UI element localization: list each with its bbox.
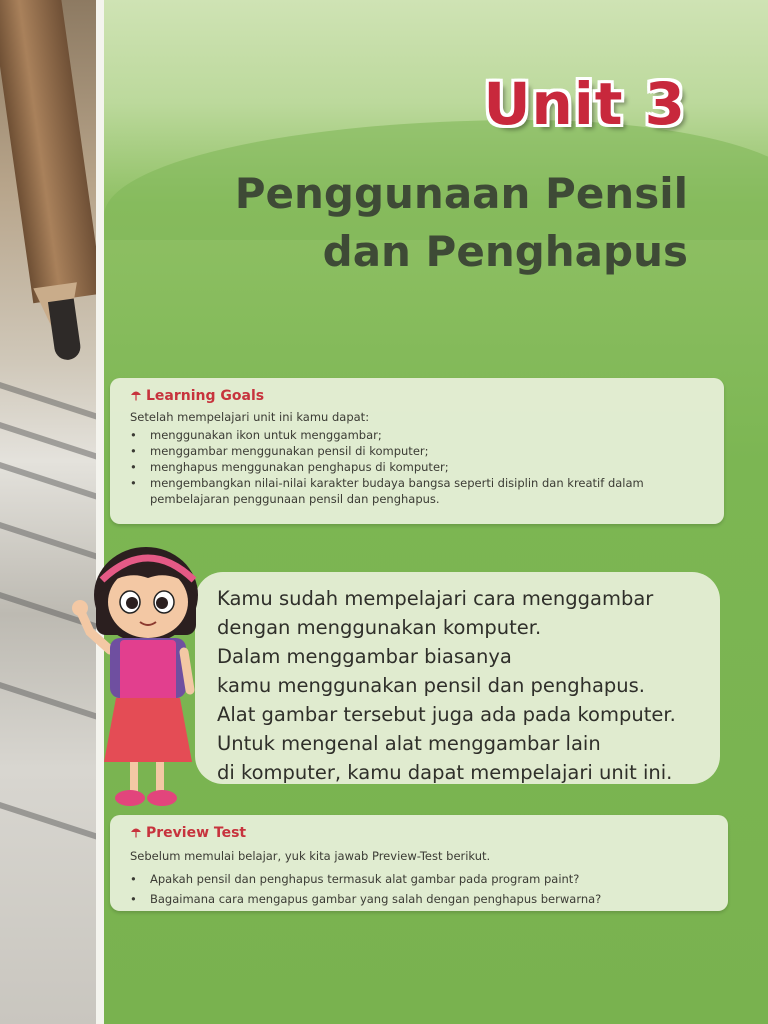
list-item-text: menghapus menggunakan penghapus di komputer; <box>150 460 449 474</box>
list-item: • menghapus menggunakan penghapus di komputer; <box>130 460 449 474</box>
learning-goals-intro: Setelah mempelajari unit ini kamu dapat: <box>130 410 370 424</box>
list-item: • Bagaimana cara mengapus gambar yang salah dengan penghapus berwarna? <box>130 892 602 906</box>
umbrella-icon <box>130 389 142 401</box>
chapter-title <box>235 165 688 281</box>
learning-goals-title: Learning Goals <box>146 388 265 404</box>
speech-line: di komputer, kamu dapat mempelajari unit ini. <box>217 761 673 784</box>
speech-text <box>217 584 676 787</box>
chapter-title-line2: dan Penghapus <box>322 227 688 276</box>
umbrella-icon <box>130 826 142 838</box>
strip-edge <box>96 0 104 1024</box>
pencil-body <box>0 0 100 303</box>
paper-line <box>0 380 100 426</box>
preview-test-intro: Sebelum memulai belajar, yuk kita jawab Preview-Test berikut. <box>130 849 491 863</box>
speech-line: Untuk mengenal alat menggambar lain <box>217 732 601 755</box>
paper-line <box>0 420 100 466</box>
pencil-photo <box>0 0 100 1024</box>
speech-line: dengan menggunakan komputer. <box>217 616 542 639</box>
speech-line: Alat gambar tersebut juga ada pada komputer. <box>217 703 676 726</box>
list-item-text: Bagaimana cara mengapus gambar yang salah dengan penghapus berwarna? <box>150 892 602 906</box>
learning-goals-heading <box>130 388 264 404</box>
preview-test-title: Preview Test <box>146 825 247 841</box>
speech-line: Dalam menggambar biasanya <box>217 645 512 668</box>
paper-line <box>0 460 100 506</box>
learning-goals-list <box>130 427 650 507</box>
unit-label: Unit 3 <box>483 70 686 138</box>
list-item-text: menggambar menggunakan pensil di komputer; <box>150 444 429 458</box>
list-item: • mengembangkan nilai-nilai karakter budaya bangsa seperti disiplin dan kreatif dalam pembelajaran penggunaan pensil dan penghapus. <box>130 476 644 506</box>
list-item-text: Apakah pensil dan penghapus termasuk alat gambar pada program paint? <box>150 872 580 886</box>
preview-test-heading <box>130 825 246 841</box>
learning-goals-box <box>110 378 724 524</box>
list-item: • menggambar menggunakan pensil di komputer; <box>130 444 429 458</box>
chapter-title-line1: Penggunaan Pensil <box>234 169 688 218</box>
speech-bubble <box>195 572 720 784</box>
list-item: • Apakah pensil dan penghapus termasuk alat gambar pada program paint? <box>130 872 580 886</box>
girl-illustration <box>68 540 208 810</box>
list-item-text: mengembangkan nilai-nilai karakter budaya bangsa seperti disiplin dan kreatif dalam pembelajaran penggunaan pensil dan penghapus. <box>150 476 644 506</box>
preview-test-box <box>110 815 728 911</box>
list-item-text: menggunakan ikon untuk menggambar; <box>150 428 382 442</box>
list-item: • menggunakan ikon untuk menggambar; <box>130 428 382 442</box>
speech-line: kamu menggunakan pensil dan penghapus. <box>217 674 646 697</box>
speech-line: Kamu sudah mempelajari cara menggambar <box>217 587 654 610</box>
preview-test-list <box>130 869 710 909</box>
